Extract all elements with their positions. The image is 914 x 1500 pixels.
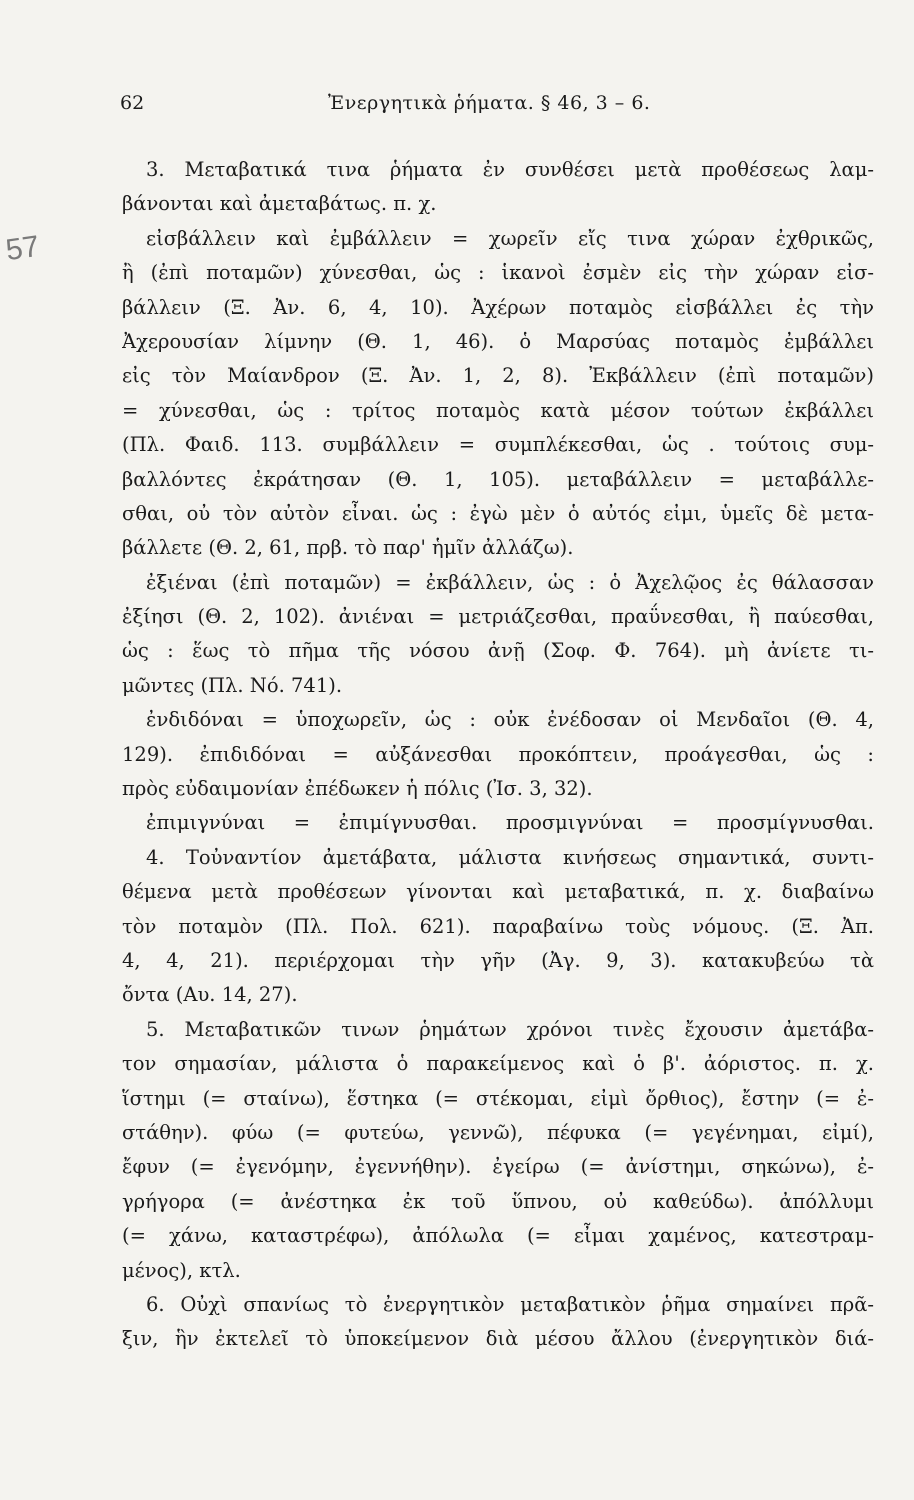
- text-line: βάλλειν (Ξ. Ἀν. 6, 4, 10). Ἀχέρων ποταμὸς εἰσβάλλει ἐς τὴν: [122, 295, 874, 319]
- text-line: σθαι, οὐ τὸν αὐτὸν εἶναι. ὡς : ἐγὼ μὲν ὁ αὐτός εἰμι, ὑμεῖς δὲ μετα-: [122, 501, 874, 525]
- text-line: γρήγορα (= ἀνέστηκα ἐκ τοῦ ὕπνου, οὐ καθεύδω). ἀπόλλυμι: [122, 1189, 874, 1213]
- text-line: πρὸς εὐδαιμονίαν ἐπέδωκεν ἡ πόλις (Ἰσ. 3, 32).: [122, 777, 593, 801]
- page-number: 62: [120, 92, 145, 114]
- text-line: ὄντα (Αυ. 14, 27).: [122, 983, 298, 1007]
- text-line: 129). ἐπιδιδόναι = αὐξάνεσθαι προκόπτειν, προάγεσθαι, ὡς :: [122, 742, 874, 766]
- text-line: 4. Τοὐναντίον ἀμετάβατα, μάλιστα κινήσεως σημαντικά, συντι-: [146, 845, 874, 869]
- text-line: ἔφυν (= ἐγενόμην, ἐγεννήθην). ἐγείρω (= ἀνίστημι, σηκώνω), ἐ-: [122, 1155, 874, 1179]
- text-line: βαλλόντες ἐκράτησαν (Θ. 1, 105). μεταβάλλειν = μεταβάλλε-: [122, 467, 874, 491]
- page-header: [120, 92, 880, 122]
- text-line: 6. Οὐχὶ σπανίως τὸ ἐνεργητικὸν μεταβατικὸν ῥῆμα σημαίνει πρᾶ-: [146, 1292, 874, 1316]
- text-line: ἐνδιδόναι = ὑποχωρεῖν, ὡς : οὐκ ἐνέδοσαν οἱ Μενδαῖοι (Θ. 4,: [146, 708, 874, 732]
- text-line: ὡς : ἕως τὸ πῆμα τῆς νόσου ἀνῇ (Σοφ. Φ. 764). μὴ ἀνίετε τι-: [122, 639, 874, 663]
- text-line: Ἀχερουσίαν λίμνην (Θ. 1, 46). ὁ Μαρσύας ποταμὸς ἐμβάλλει: [122, 329, 874, 353]
- text-line: βάλλετε (Θ. 2, 61, πρβ. τὸ παρ' ἡμῖν ἀλλάζω).: [122, 536, 574, 560]
- body-text: [122, 153, 874, 1357]
- text-line: ἐξίησι (Θ. 2, 102). ἀνιέναι = μετριάζεσθαι, πραΰνεσθαι, ἢ παύεσθαι,: [122, 605, 874, 629]
- text-line: εἰς τὸν Μαίανδρον (Ξ. Ἀν. 1, 2, 8). Ἐκβάλλειν (ἐπὶ ποταμῶν): [122, 364, 874, 388]
- text-line: ἢ (ἐπὶ ποταμῶν) χύνεσθαι, ὡς : ἱκανοὶ ἐσμὲν εἰς τὴν χώραν εἰσ-: [122, 261, 874, 285]
- text-line: μένος), κτλ.: [122, 1258, 241, 1282]
- text-line: τον σημασίαν, μάλιστα ὁ παρακείμενος καὶ ὁ β'. ἀόριστος. π. χ.: [122, 1052, 874, 1076]
- text-line: 5. Μεταβατικῶν τινων ῥημάτων χρόνοι τινὲς ἔχουσιν ἀμετάβα-: [146, 1017, 874, 1041]
- text-line: (Πλ. Φαιδ. 113. συμβάλλειν = συμπλέκεσθαι, ὡς . τούτοις συμ-: [122, 433, 874, 457]
- text-line: βάνονται καὶ ἀμεταβάτως. π. χ.: [122, 192, 437, 216]
- text-line: τὸν ποταμὸν (Πλ. Πολ. 621). παραβαίνω τοὺς νόμους. (Ξ. Ἀπ.: [122, 914, 874, 938]
- text-line: ξιν, ἣν ἐκτελεῖ τὸ ὑποκείμενον διὰ μέσου ἄλλου (ἐνεργητικὸν διά-: [122, 1327, 874, 1351]
- text-line: 4, 4, 21). περιέρχομαι τὴν γῆν (Ἀγ. 9, 3). κατακυβεύω τὰ: [122, 948, 874, 972]
- text-line: ἐξιέναι (ἐπὶ ποταμῶν) = ἐκβάλλειν, ὡς : ὁ Ἀχελῷος ἐς θάλασσαν: [146, 570, 874, 594]
- text-line: στάθην). φύω (= φυτεύω, γεννῶ), πέφυκα (= γεγένημαι, εἰμί),: [122, 1120, 874, 1144]
- text-line: = χύνεσθαι, ὡς : τρίτος ποταμὸς κατὰ μέσον τούτων ἐκβάλλει: [122, 398, 874, 422]
- text-line: ἵστημι (= σταίνω), ἕστηκα (= στέκομαι, εἰμὶ ὄρθιος), ἔστην (= ἐ-: [122, 1086, 874, 1110]
- margin-pencil-note: 57: [3, 229, 42, 268]
- text-line: ἐπιμιγνύναι = ἐπιμίγνυσθαι. προσμιγνύναι = προσμίγνυσθαι.: [146, 811, 874, 835]
- text-line: εἰσβάλλειν καὶ ἐμβάλλειν = χωρεῖν εἴς τινα χώραν ἐχθρικῶς,: [146, 226, 874, 250]
- text-line: 3. Μεταβατικά τινα ῥήματα ἐν συνθέσει μετὰ προθέσεως λαμ-: [146, 158, 874, 181]
- text-line: μῶντες (Πλ. Νό. 741).: [122, 673, 343, 697]
- text-line: (= χάνω, καταστρέφω), ἀπόλωλα (= εἶμαι χαμένος, κατεστραμ-: [122, 1224, 874, 1248]
- running-head: Ἐνεργητικὰ ῥήματα. § 46, 3 – 6.: [328, 92, 651, 114]
- text-line: θέμενα μετὰ προθέσεων γίνονται καὶ μεταβατικά, π. χ. διαβαίνω: [122, 880, 874, 904]
